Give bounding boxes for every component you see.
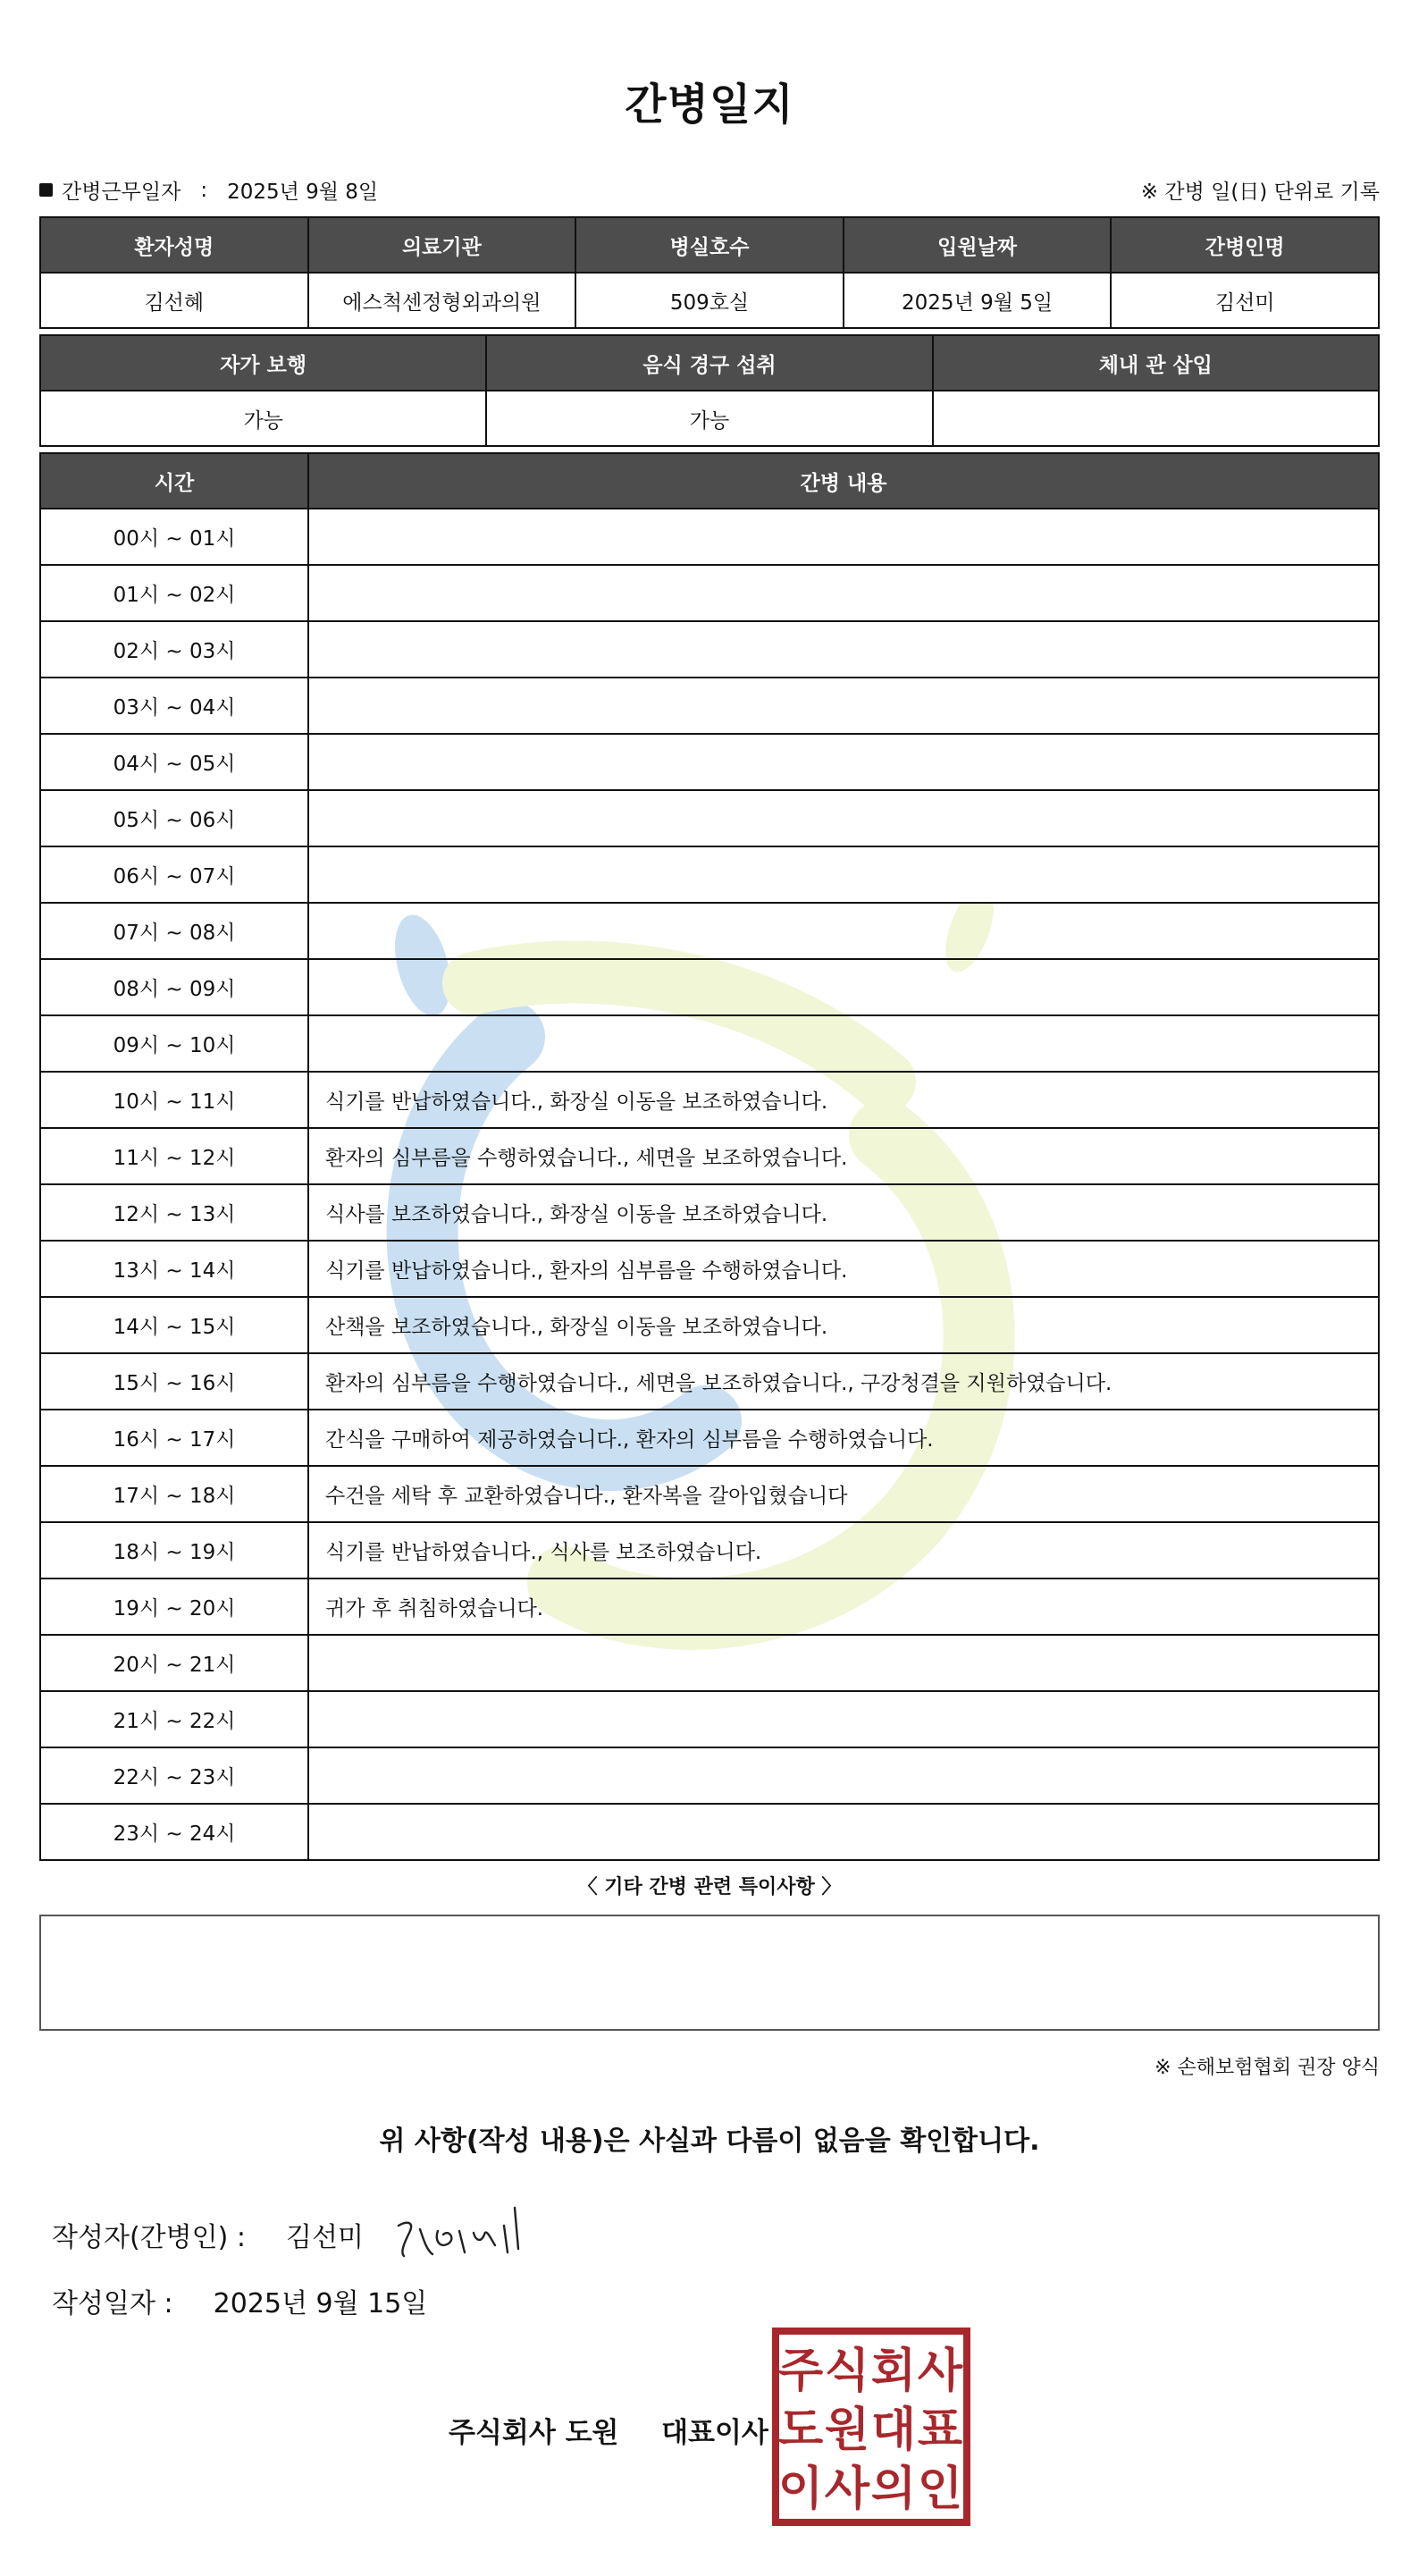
table-row: [40, 1522, 1379, 1578]
value-oral-intake: 가능: [486, 391, 932, 446]
log-time-cell: 06시 ~ 07시: [40, 846, 308, 903]
seal-glyph: 원: [824, 2403, 870, 2457]
log-content-cell: [308, 1804, 1379, 1860]
seal-glyph: 사: [917, 2344, 963, 2398]
table-row: [40, 903, 1379, 959]
form-note: ※ 손해보험협회 권장 양식: [1155, 2057, 1380, 2079]
special-notes-title: 〈 기타 간병 관련 특이사항 〉: [577, 1876, 842, 1898]
seal-glyph: 인: [917, 2462, 963, 2516]
header-admission-date: 입원날짜: [844, 217, 1112, 273]
company-title: 대표이사: [661, 2417, 768, 2449]
log-content-cell: [308, 565, 1379, 621]
log-time-cell: 15시 ~ 16시: [40, 1353, 308, 1410]
work-date-label: 간병근무일자: [62, 181, 181, 204]
table-row: [40, 1635, 1379, 1691]
bullet-square-icon: [39, 183, 53, 197]
table-row: [40, 790, 1379, 846]
table-row: [40, 565, 1379, 621]
table-row: [40, 1691, 1379, 1747]
writer-line: [52, 2215, 364, 2254]
log-time-cell: 05시 ~ 06시: [40, 790, 308, 846]
log-content-cell: 식사를 보조하였습니다., 화장실 이동을 보조하였습니다.: [308, 1184, 1379, 1241]
log-content-cell: [308, 903, 1379, 959]
log-time-cell: 12시 ~ 13시: [40, 1184, 308, 1241]
company-line: [449, 2410, 768, 2450]
log-content-cell: [308, 1747, 1379, 1804]
log-time-cell: 19시 ~ 20시: [40, 1578, 308, 1635]
seal-glyph: 식: [824, 2344, 870, 2398]
log-content-cell: [308, 1691, 1379, 1747]
company-seal-stamp: [772, 2328, 970, 2526]
log-content-cell: 수건을 세탁 후 교환하였습니다., 환자복을 갈아입혔습니다: [308, 1466, 1379, 1522]
log-content-cell: 식기를 반납하였습니다., 화장실 이동을 보조하였습니다.: [308, 1072, 1379, 1128]
header-time: 시간: [40, 453, 308, 509]
status-info-table: [39, 334, 1380, 447]
log-content-cell: 간식을 구매하여 제공하였습니다., 환자의 심부름을 수행하였습니다.: [308, 1410, 1379, 1466]
writer-label: 작성자(간병인) :: [52, 2222, 246, 2253]
table-row: [40, 1804, 1379, 1860]
log-content-cell: [308, 734, 1379, 790]
table-row: [40, 509, 1379, 565]
log-content-cell: 식기를 반납하였습니다., 환자의 심부름을 수행하였습니다.: [308, 1241, 1379, 1297]
work-date: [39, 175, 378, 205]
log-time-cell: 08시 ~ 09시: [40, 959, 308, 1015]
header-content: 간병 내용: [308, 453, 1379, 509]
table-row: [40, 1015, 1379, 1072]
handwritten-signature: [393, 2190, 545, 2270]
log-time-cell: 17시 ~ 18시: [40, 1466, 308, 1522]
log-content-cell: [308, 790, 1379, 846]
value-room: 509호실: [575, 273, 844, 328]
log-content-cell: [308, 509, 1379, 565]
work-date-sep: :: [200, 178, 208, 202]
log-time-cell: 02시 ~ 03시: [40, 621, 308, 678]
page-title: 간병일지: [625, 80, 794, 130]
log-time-cell: 16시 ~ 17시: [40, 1410, 308, 1466]
log-content-cell: 식기를 반납하였습니다., 식사를 보조하였습니다.: [308, 1522, 1379, 1578]
log-time-cell: 20시 ~ 21시: [40, 1635, 308, 1691]
seal-glyph: 주: [777, 2344, 824, 2398]
log-time-cell: 09시 ~ 10시: [40, 1015, 308, 1072]
table-row: [40, 959, 1379, 1015]
table-row: [40, 1241, 1379, 1297]
confirm-statement: 위 사항(작성 내용)은 사실과 다름이 없음을 확인합니다.: [379, 2126, 1040, 2157]
table-row: [40, 1466, 1379, 1522]
special-notes-box: [39, 1915, 1380, 2031]
log-time-cell: 22시 ~ 23시: [40, 1747, 308, 1804]
value-admission-date: 2025년 9월 5일: [844, 273, 1112, 328]
table-row: [40, 1128, 1379, 1184]
written-date-value: 2025년 9월 15일: [213, 2288, 428, 2319]
log-time-cell: 01시 ~ 02시: [40, 565, 308, 621]
seal-glyph: 도: [777, 2403, 824, 2457]
log-time-cell: 07시 ~ 08시: [40, 903, 308, 959]
record-unit-note: ※ 간병 일(日) 단위로 기록: [1140, 181, 1380, 204]
log-time-cell: 18시 ~ 19시: [40, 1522, 308, 1578]
header-tube: 체내 관 삽입: [933, 335, 1379, 391]
log-time-cell: 00시 ~ 01시: [40, 509, 308, 565]
log-content-cell: [308, 1015, 1379, 1072]
seal-glyph: 대: [870, 2403, 917, 2457]
header-hospital: 의료기관: [308, 217, 576, 273]
table-row: [40, 1410, 1379, 1466]
log-time-cell: 04시 ~ 05시: [40, 734, 308, 790]
log-content-cell: 산책을 보조하였습니다., 화장실 이동을 보조하였습니다.: [308, 1297, 1379, 1353]
patient-info-table: [39, 216, 1380, 329]
log-content-cell: [308, 846, 1379, 903]
header-patient-name: 환자성명: [40, 217, 308, 273]
log-content-cell: [308, 621, 1379, 678]
table-row: [40, 1072, 1379, 1128]
table-row: [40, 1578, 1379, 1635]
written-date-line: [52, 2281, 427, 2320]
header-caregiver: 간병인명: [1111, 217, 1379, 273]
work-date-line: [39, 175, 1380, 202]
log-time-cell: 14시 ~ 15시: [40, 1297, 308, 1353]
written-date-label: 작성일자 :: [52, 2288, 173, 2319]
table-row: [40, 1297, 1379, 1353]
table-row: [40, 678, 1379, 734]
seal-glyph: 의: [870, 2462, 917, 2516]
log-time-cell: 10시 ~ 11시: [40, 1072, 308, 1128]
log-time-cell: 11시 ~ 12시: [40, 1128, 308, 1184]
seal-glyph: 이: [777, 2462, 824, 2516]
log-content-cell: [308, 1635, 1379, 1691]
header-room: 병실호수: [575, 217, 844, 273]
table-row: [40, 846, 1379, 903]
value-walking: 가능: [40, 391, 486, 446]
seal-glyph: 표: [917, 2403, 963, 2457]
log-content-cell: 환자의 심부름을 수행하였습니다., 세면을 보조하였습니다.: [308, 1128, 1379, 1184]
table-row: [40, 621, 1379, 678]
table-row: [40, 1184, 1379, 1241]
log-time-cell: 21시 ~ 22시: [40, 1691, 308, 1747]
log-content-cell: [308, 959, 1379, 1015]
company-name: 주식회사 도원: [449, 2417, 619, 2449]
log-time-cell: 13시 ~ 14시: [40, 1241, 308, 1297]
log-content-cell: 귀가 후 취침하였습니다.: [308, 1578, 1379, 1635]
value-patient-name: 김선혜: [40, 273, 308, 328]
value-tube: [933, 391, 1379, 446]
value-hospital: 에스척센정형외과의원: [308, 273, 576, 328]
value-caregiver: 김선미: [1111, 273, 1379, 328]
seal-glyph: 사: [824, 2462, 870, 2516]
table-row: [40, 734, 1379, 790]
writer-name: 김선미: [286, 2222, 364, 2253]
care-log-table: [39, 452, 1380, 1861]
log-content-cell: 환자의 심부름을 수행하였습니다., 세면을 보조하였습니다., 구강청결을 지원하였습니다.: [308, 1353, 1379, 1410]
log-content-cell: [308, 678, 1379, 734]
header-walking: 자가 보행: [40, 335, 486, 391]
table-row: [40, 1747, 1379, 1804]
table-row: [40, 1353, 1379, 1410]
log-time-cell: 03시 ~ 04시: [40, 678, 308, 734]
work-date-value: 2025년 9월 8일: [227, 181, 379, 204]
header-oral-intake: 음식 경구 섭취: [486, 335, 932, 391]
seal-glyph: 회: [870, 2344, 917, 2398]
log-time-cell: 23시 ~ 24시: [40, 1804, 308, 1860]
